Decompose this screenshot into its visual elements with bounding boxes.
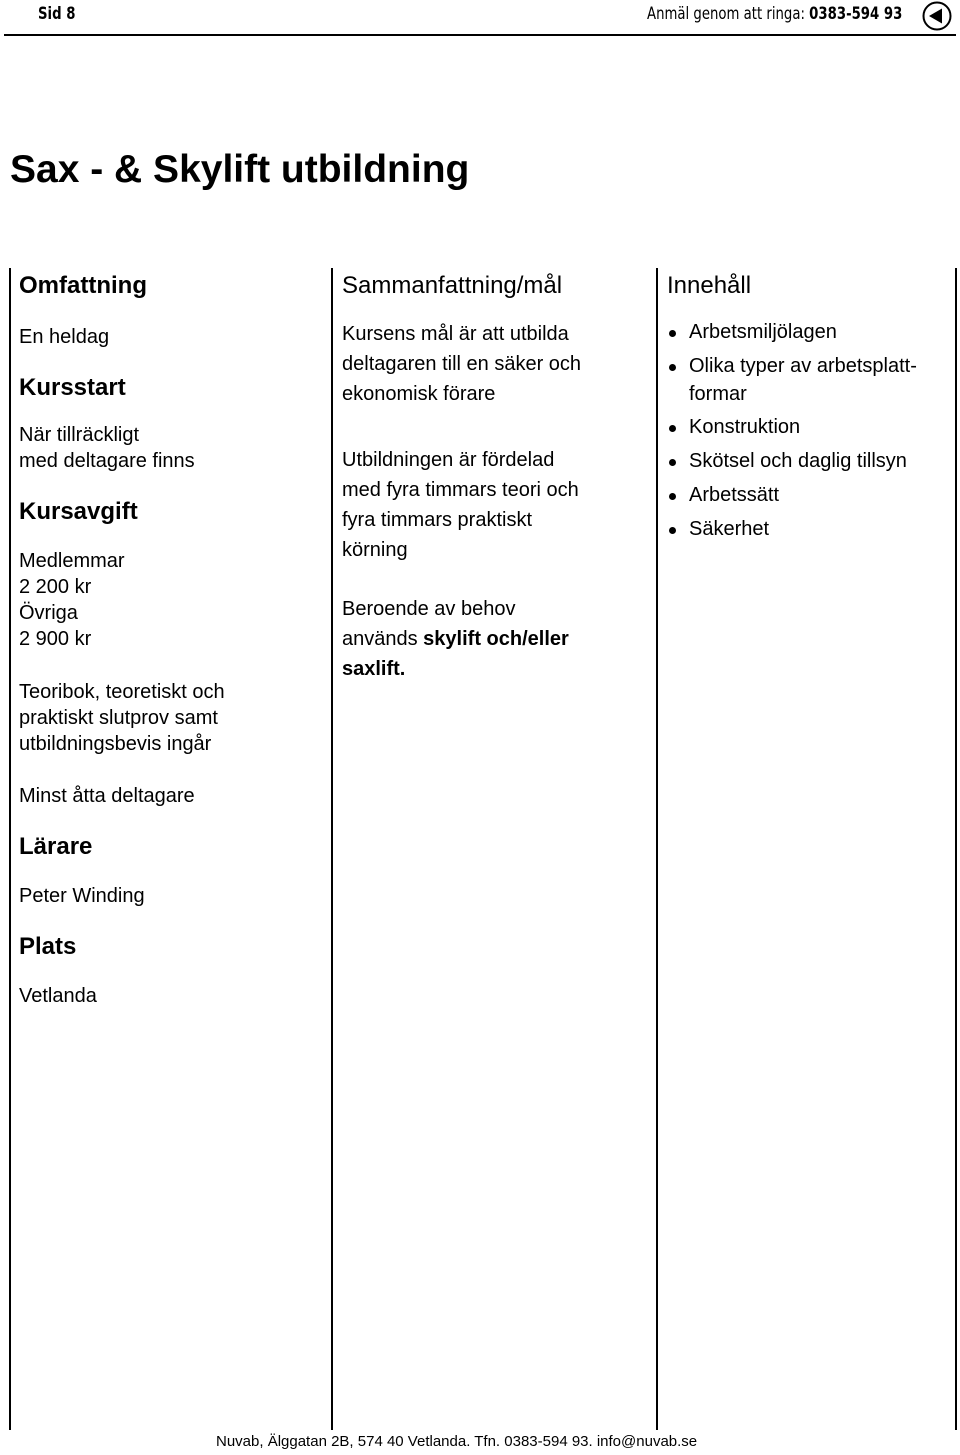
omfattning-heading: Omfattning: [19, 272, 147, 299]
phone-number: 0383-594 93: [808, 4, 902, 24]
split-line: med fyra timmars teori och: [342, 479, 579, 501]
teacher-name: Peter Winding: [19, 885, 145, 907]
phone-prefix: Anmäl genom att ringa:: [646, 4, 809, 24]
place-name: Vetlanda: [19, 985, 97, 1007]
content-column: [667, 270, 957, 544]
column-divider-right: [656, 268, 658, 1430]
bullet-icon: [669, 330, 676, 337]
goal-line: Kursens mål är att utbilda: [342, 323, 569, 345]
bullet-icon: [669, 527, 676, 534]
min-participants: Minst åtta deltagare: [19, 785, 195, 807]
column-divider-middle: [331, 268, 333, 1430]
list-item: [667, 352, 957, 408]
fee-others-price: 2 900 kr: [19, 628, 92, 650]
teacher-heading: Lärare: [19, 833, 93, 860]
back-arrow-icon[interactable]: [922, 1, 952, 31]
page-header: [0, 0, 960, 34]
fee-members-price: 2 200 kr: [19, 576, 92, 598]
omfattning-text: En heldag: [19, 326, 110, 348]
split-line: fyra timmars praktiskt: [342, 509, 533, 531]
list-item-text: Säkerhet: [689, 518, 770, 540]
course-facts-column: [19, 270, 319, 1009]
bullet-icon: [669, 459, 676, 466]
list-item: [667, 318, 957, 347]
list-item-text: Olika typer av arbetsplatt-: [689, 355, 917, 377]
page-number: Sid 8: [38, 4, 76, 24]
list-item: [667, 515, 957, 544]
need-line: Beroende av behov: [342, 598, 516, 620]
list-item-text: Arbetssätt: [689, 484, 780, 506]
list-item: [667, 447, 957, 476]
includes-line: utbildningsbevis ingår: [19, 733, 212, 755]
need-emphasis: skylift och/eller: [423, 628, 569, 650]
includes-line: Teoribok, teoretiskt och: [19, 681, 225, 703]
list-item-text: Skötsel och daglig tillsyn: [689, 450, 907, 472]
bullet-icon: [669, 425, 676, 432]
list-item-text: Arbetsmiljölagen: [689, 321, 837, 343]
fee-others-label: Övriga: [19, 602, 78, 624]
list-item: [667, 481, 957, 510]
need-line: [342, 624, 642, 654]
summary-column: [342, 270, 642, 684]
place-heading: Plats: [19, 933, 77, 960]
list-item: [667, 413, 957, 442]
goal-line: ekonomisk förare: [342, 383, 496, 405]
bullet-icon: [669, 493, 676, 500]
need-emphasis: saxlift.: [342, 658, 406, 680]
kursstart-line: med deltagare finns: [19, 450, 195, 472]
header-divider: [4, 34, 956, 36]
kursstart-line: När tillräckligt: [19, 424, 140, 446]
list-item-text: Konstruktion: [689, 416, 801, 438]
goal-line: deltagaren till en säker och: [342, 353, 582, 375]
split-line: Utbildningen är fördelad: [342, 449, 555, 471]
split-line: körning: [342, 539, 408, 561]
column-divider-left: [9, 268, 11, 1430]
includes-line: praktiskt slutprov samt: [19, 707, 218, 729]
summary-heading: Sammanfattning/mål: [342, 272, 563, 299]
content-list: [667, 318, 957, 544]
list-item-text: formar: [689, 383, 747, 405]
fee-members-label: Medlemmar: [19, 550, 125, 572]
footer-address: Nuvab, Älggatan 2B, 574 40 Vetlanda. Tfn. 0383-594 93. info@nuvab.se: [216, 1433, 698, 1450]
content-heading: Innehåll: [667, 272, 752, 299]
kursstart-heading: Kursstart: [19, 374, 126, 401]
page-title: Sax - & Skylift utbildning: [10, 148, 470, 191]
need-text: används: [342, 628, 424, 650]
kursavgift-heading: Kursavgift: [19, 498, 138, 525]
phone-info: [647, 4, 902, 24]
bullet-icon: [669, 364, 676, 371]
